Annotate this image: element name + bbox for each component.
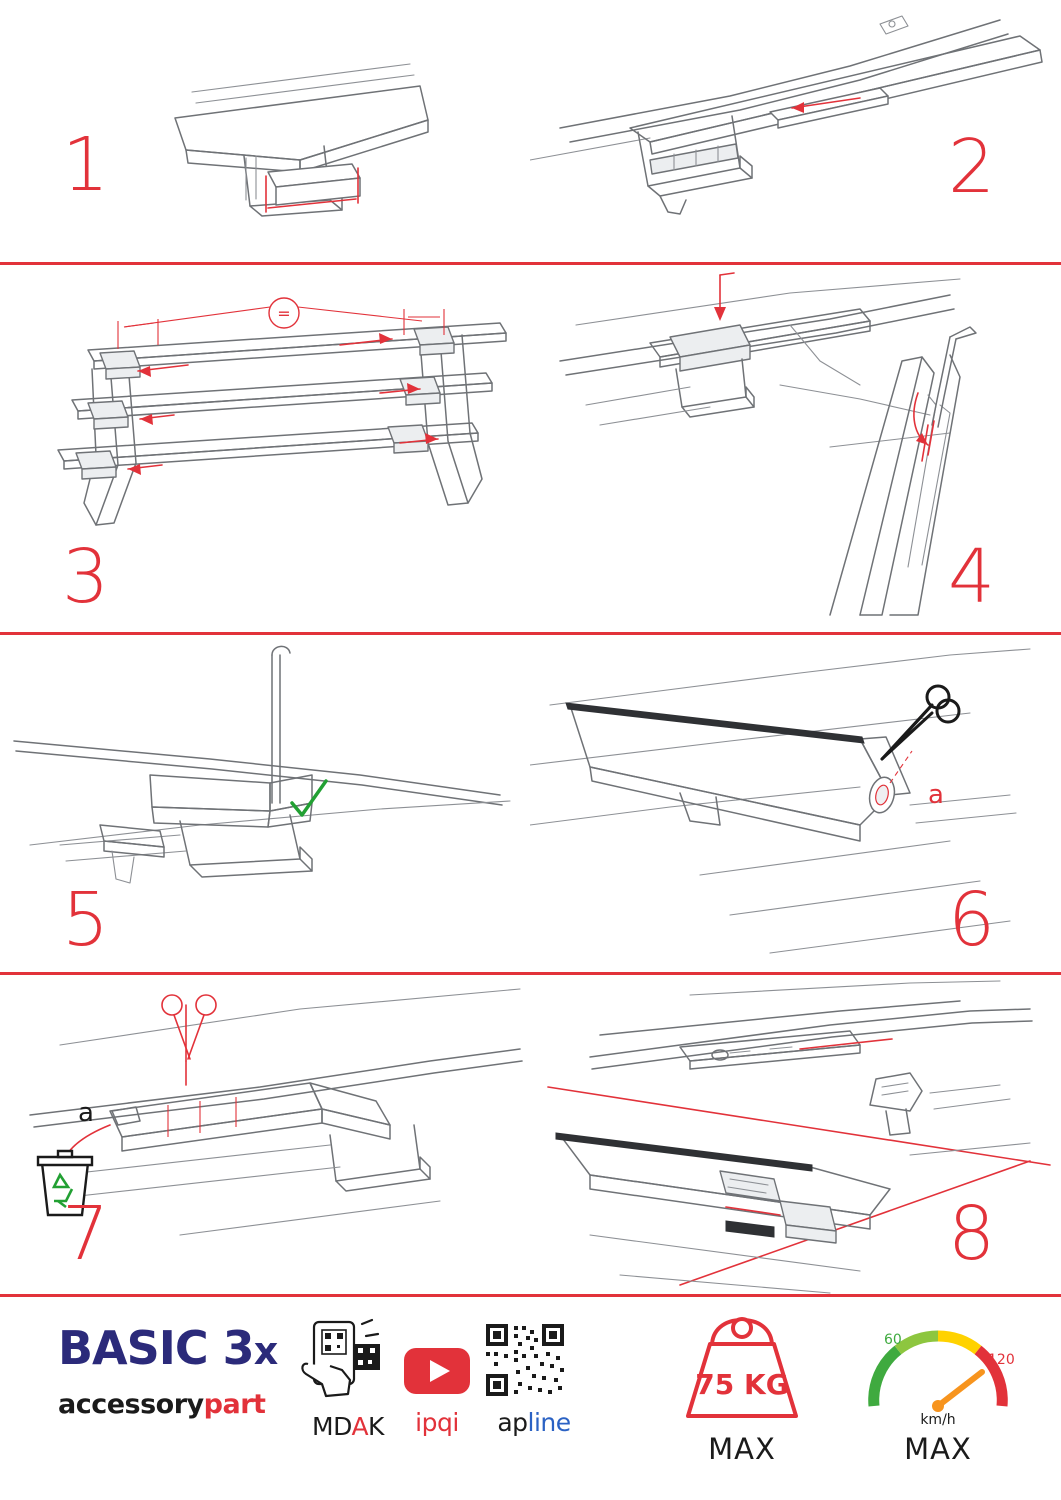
step-1-panel [0,0,530,262]
logo-ipqi[interactable] [392,1340,482,1437]
max-speed-block [848,1310,1028,1466]
logo-apline[interactable] [470,1320,598,1437]
logo-mdak[interactable] [292,1318,404,1441]
apline-caption-a: ap [497,1408,528,1437]
company-name-second: part [203,1389,266,1420]
speed-min-tick: 60 [884,1332,902,1348]
logo-mdak-caption [292,1412,404,1441]
step-8-panel [530,975,1061,1294]
max-load-value: 75 KG [695,1368,789,1401]
step-8-number: 8 [948,1191,996,1277]
hand-phone-qr-icon [292,1318,404,1404]
step-6-number: 6 [948,877,996,963]
brand-block [58,1321,278,1420]
step-4-panel [530,265,1061,632]
max-load-label: MAX [708,1432,776,1466]
step-1-number: 1 [62,122,110,208]
step-2-number: 2 [948,124,996,210]
scissors-icon [162,995,216,1085]
label-a: a [78,1098,94,1128]
label-a: a [928,780,944,810]
scissors-icon [882,686,959,759]
footer [0,1300,1061,1500]
youtube-icon [392,1340,482,1400]
logo-ipqi-caption: ipqi [415,1408,459,1437]
weight-icon [644,1310,840,1428]
max-speed-label: MAX [904,1432,972,1466]
mdak-caption-c: K [368,1412,384,1441]
qr-code-icon [470,1320,598,1400]
product-name [58,1321,278,1375]
equal-sign-label: = [277,304,291,323]
step-7-panel [0,975,530,1294]
step-7-number: 7 [62,1191,110,1277]
speed-max-tick: 120 [988,1352,1015,1368]
step-3-panel [0,265,530,632]
step-6-panel [530,635,1061,972]
company-name-first: accessory [58,1389,204,1420]
logo-apline-caption [470,1408,598,1437]
step-4-number: 4 [948,534,996,620]
step-5-panel [0,635,530,972]
divider-row-4 [0,1294,1061,1297]
step-5-number: 5 [62,877,110,963]
mdak-caption-a: MD [312,1412,352,1441]
step-3-number: 3 [62,534,110,620]
product-name-text: BASIC 3 [58,1321,254,1375]
max-load-block [644,1310,840,1466]
product-name-suffix: x [253,1329,278,1373]
step-2-panel [530,0,1061,262]
company-name [58,1391,277,1418]
speed-unit: km/h [920,1412,956,1428]
mdak-caption-b: A [351,1412,369,1441]
apline-caption-b: line [527,1408,571,1437]
speedometer-icon [848,1310,1028,1428]
